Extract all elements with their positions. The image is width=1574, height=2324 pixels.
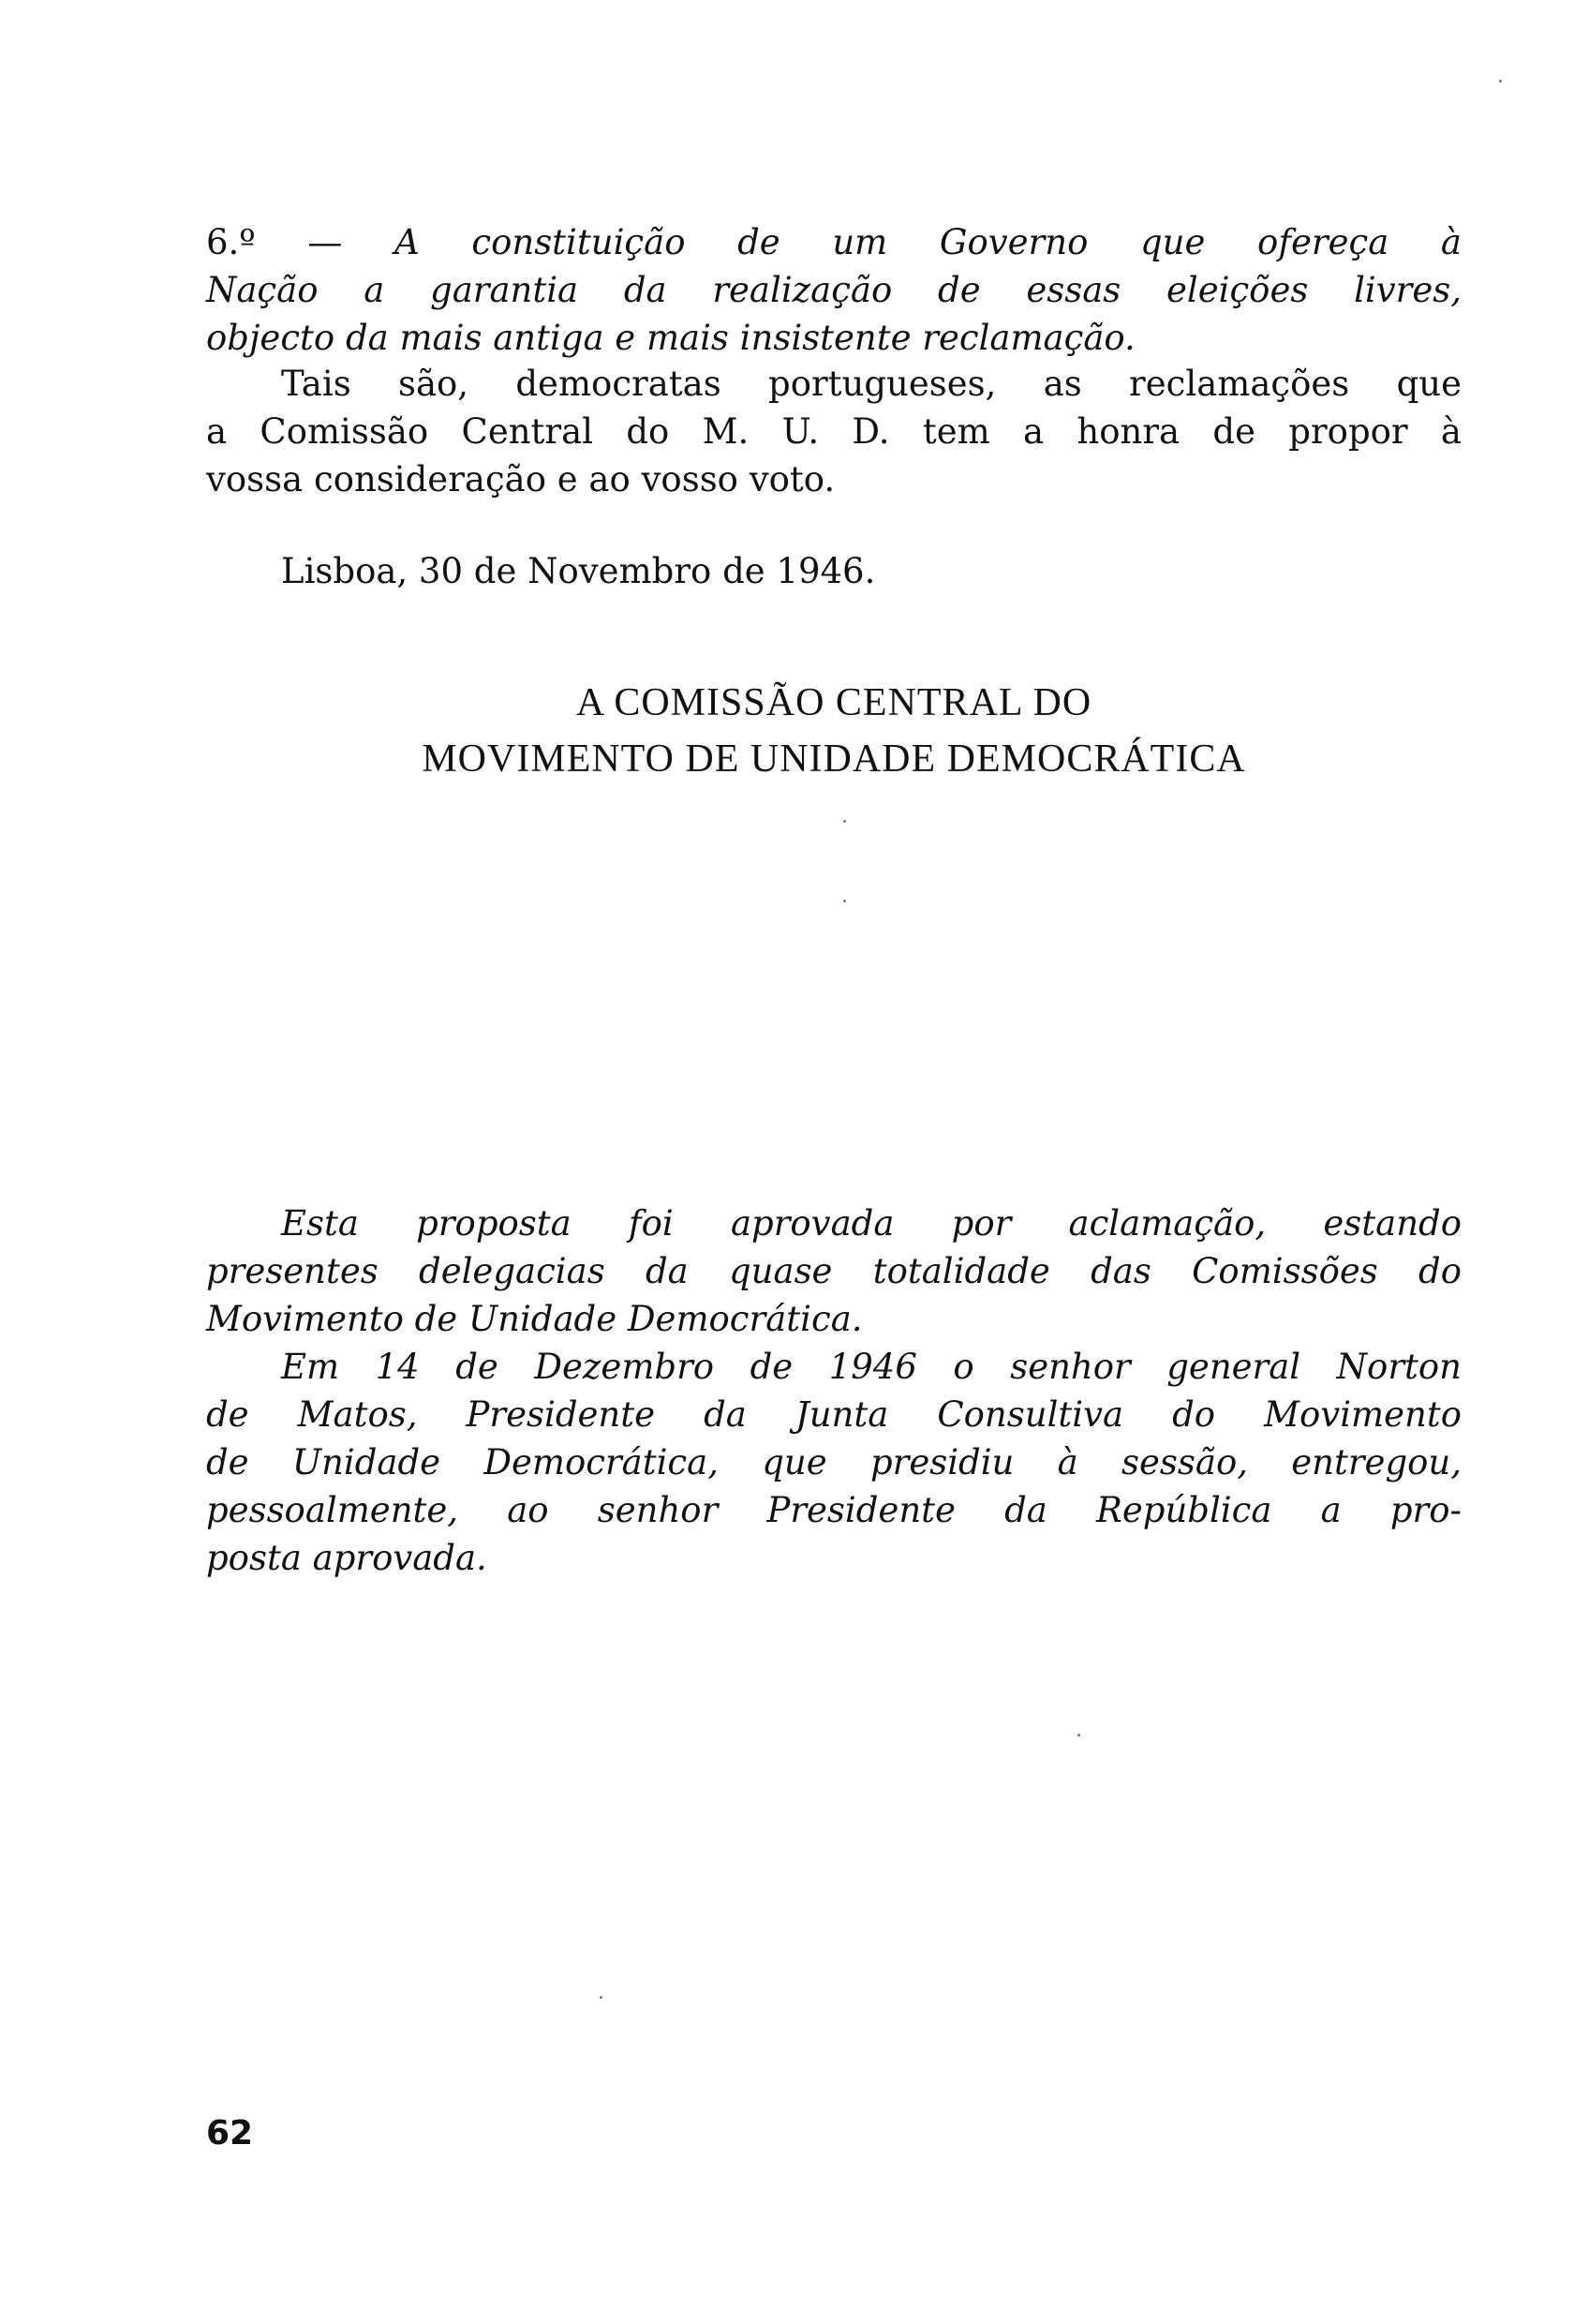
note-line-7: pessoalmente, ao senhor Presidente da República a pro- [206,1490,1462,1530]
scan-speck [1499,80,1502,82]
note-line-2: presentes delegacias da quase totalidade das Comissões do [206,1251,1462,1291]
note-line-3: Movimento de Unidade Democrática. [206,1299,863,1339]
note-line-6: de Unidade Democrática, que presidiu à sessão, entregou, [206,1442,1462,1482]
closing-line-3: vossa consideração e ao vosso voto. [206,459,836,499]
page-number: 62 [206,2114,254,2153]
item-6-line-2: Nação a garantia da realização de essas eleições livres, [206,270,1462,310]
closing-paragraph [206,360,1462,503]
item-6-line-1 [206,218,1462,266]
item-6-line-3: objecto da mais antiga e mais insistente reclamação. [206,318,1136,358]
scan-speck [843,900,846,902]
item-6-number: 6.º — [206,222,394,262]
item-6-paragraph [206,218,1462,362]
dateline: Lisboa, 30 de Novembro de 1946. [281,551,876,591]
note-line-5: de Matos, Presidente da Junta Consultiva do Movimento [206,1394,1462,1435]
note-line-4: Em 14 de Dezembro de 1946 o senhor general Norton [281,1347,1462,1387]
note-line-1: Esta proposta foi aprovada por aclamação, estando [281,1203,1462,1244]
approval-note [206,1199,1462,1582]
signature-block [206,675,1462,787]
closing-line-2: a Comissão Central do M. U. D. tem a honra de propor à [206,411,1462,452]
closing-line-1: Tais são, democratas portugueses, as reclamações que [281,364,1462,404]
item-6-line-1-text: A constituição de um Governo que ofereça à [394,222,1462,262]
signature-line-2: MOVIMENTO DE UNIDADE DEMOCRÁTICA [422,737,1246,781]
signature-line-1: A COMISSÃO CENTRAL DO [575,681,1092,724]
scan-speck [843,820,846,823]
scan-speck [1077,1734,1080,1736]
scan-speck [600,1996,602,1999]
note-line-8: posta aprovada. [206,1538,487,1578]
